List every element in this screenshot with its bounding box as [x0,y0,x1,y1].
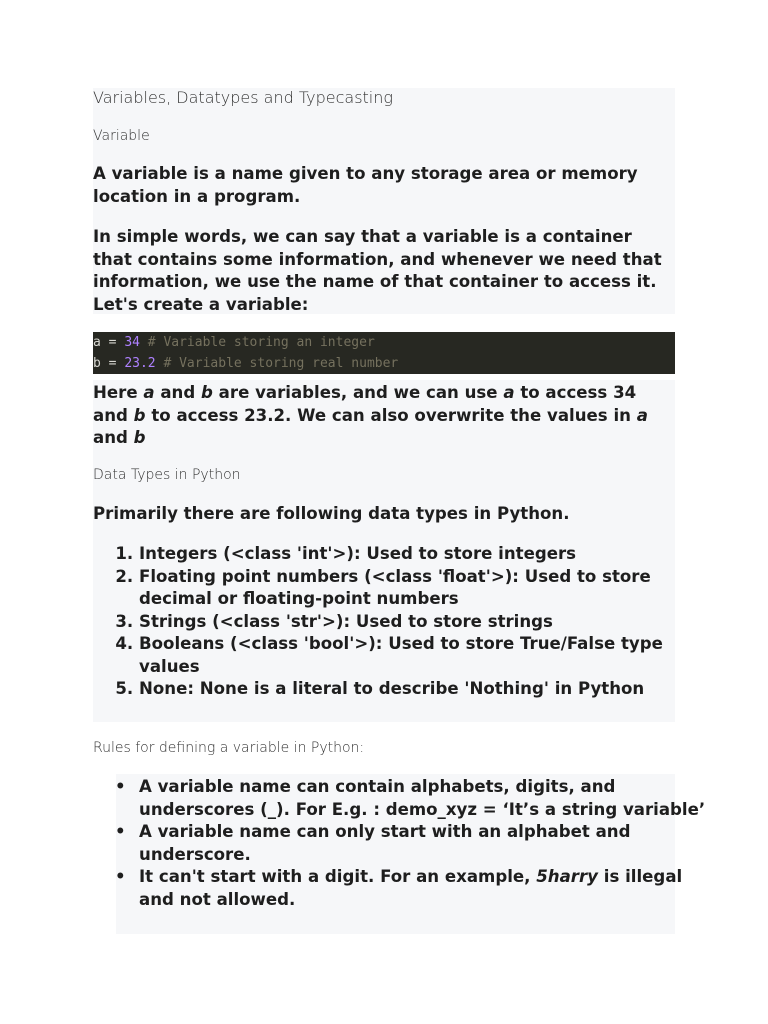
code-number: 23.2 [124,356,156,371]
text-fragment: are variables, and we can use [212,383,504,402]
text-fragment: to access 23.2. We can also overwrite the values in [145,405,637,425]
rule-text: is illegal and not allowed. [139,867,683,909]
code-operator: = [100,335,125,350]
list-item [115,821,719,866]
list-item [115,776,719,821]
rule-text: A variable name can only start with an alphabet and underscore. [139,822,631,864]
list-item: 4. Booleans (<class 'bool'>): Used to store True/False type values [139,633,719,678]
text-fragment: to access 34 and [93,383,637,425]
rule-text: A variable name can contain alphabets, digits, and underscores (_). For E.g. : demo_xyz = ‘It’s a string variable’ [139,777,706,819]
code-number: 34 [124,335,140,350]
list-item: 1. Integers (<class 'int'>): Used to store integers [139,543,719,566]
rule-text: It can't start with a digit. For an example, [139,867,537,886]
code-var: b [93,356,101,371]
code-line-1 [93,332,375,353]
section-heading-data-types: Data Types in Python [93,467,241,483]
bullet: • [115,822,126,841]
variable-explanation: In simple words, we can say that a variable is a container that contains some information, and whenever we need that information, we use the name of that container to access it. Let's create a variable: [93,227,662,314]
inline-var-b: b [133,405,146,425]
code-operator: = [100,356,125,371]
list-item: 2. Floating point numbers (<class 'float'>): Used to store decimal or floating-point numbers [139,566,719,611]
data-types-intro: Primarily there are following data types in Python. [93,504,570,523]
text-fragment: and [93,428,134,447]
section-heading-rules: Rules for defining a variable in Python: [93,740,365,756]
variables-usage-paragraph [93,382,673,450]
list-item: 5. None: None is a literal to describe 'Nothing' in Python [139,678,719,701]
bullet: • [115,867,126,886]
inline-var-a: a [143,383,155,402]
text-fragment: Here [93,383,144,402]
text-fragment: and [154,383,202,402]
code-var: a [93,335,101,350]
list-item [115,866,719,911]
code-line-2 [93,353,398,374]
rule-example: 5harry [536,867,598,886]
rules-list [93,776,719,911]
bullet: • [115,777,126,796]
inline-var-b: b [201,383,213,402]
data-types-list [93,543,719,701]
code-block [93,332,675,374]
variable-definition: A variable is a name given to any storage area or memory location in a program. [93,164,638,206]
section-heading-variable: Variable [93,128,150,144]
list-item: 3. Strings (<class 'str'>): Used to store strings [139,611,719,634]
code-comment: # Variable storing real number [155,356,399,371]
inline-var-b: b [133,428,146,447]
page-title: Variables, Datatypes and Typecasting [93,88,393,107]
inline-var-a: a [636,405,648,425]
code-comment: # Variable storing an integer [139,335,375,350]
inline-var-a: a [503,383,515,402]
